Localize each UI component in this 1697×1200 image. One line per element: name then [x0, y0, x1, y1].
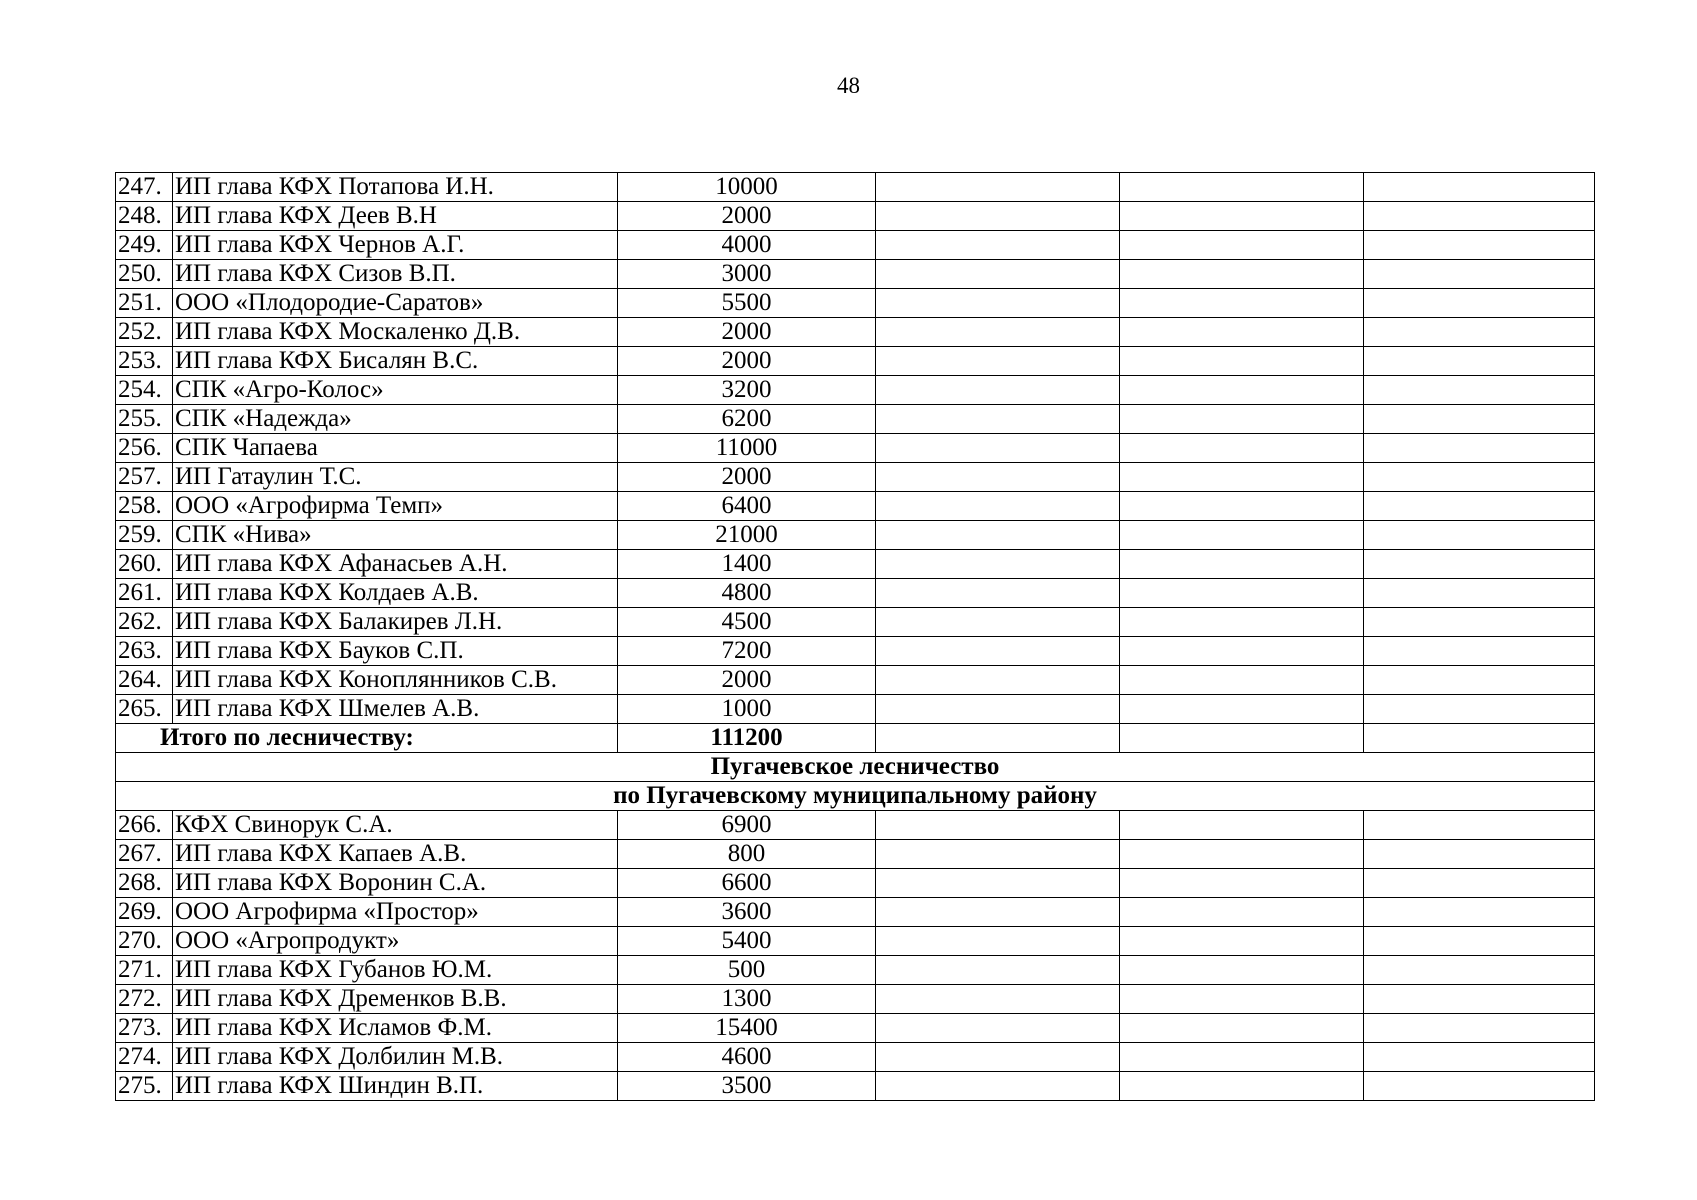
organization-name: ИП глава КФХ Шиндин В.П.	[173, 1072, 618, 1101]
area-value: 3200	[618, 376, 876, 405]
table-cell	[876, 492, 1120, 521]
row-number: 261.	[116, 579, 173, 608]
table-cell	[876, 608, 1120, 637]
table-cell	[1364, 434, 1595, 463]
table-cell	[1120, 231, 1364, 260]
area-value: 3600	[618, 898, 876, 927]
table-cell	[876, 550, 1120, 579]
row-number: 271.	[116, 956, 173, 985]
row-number: 268.	[116, 869, 173, 898]
row-number: 251.	[116, 289, 173, 318]
area-value: 3500	[618, 1072, 876, 1101]
table-row	[116, 637, 1595, 666]
table-cell	[876, 1014, 1120, 1043]
total-value: 111200	[618, 724, 876, 753]
table-cell	[1120, 1043, 1364, 1072]
section-heading-row	[116, 753, 1595, 782]
organization-name: ИП глава КФХ Дременков В.В.	[173, 985, 618, 1014]
organization-name: ИП глава КФХ Потапова И.Н.	[173, 173, 618, 202]
organization-name: ИП глава КФХ Бисалян В.С.	[173, 347, 618, 376]
organization-name: ИП глава КФХ Балакирев Л.Н.	[173, 608, 618, 637]
table-row	[116, 318, 1595, 347]
table-cell	[876, 695, 1120, 724]
area-value: 2000	[618, 347, 876, 376]
table-cell	[876, 579, 1120, 608]
table-cell	[1364, 666, 1595, 695]
table-cell	[1364, 985, 1595, 1014]
table-cell	[1120, 376, 1364, 405]
organization-name: СПК Чапаева	[173, 434, 618, 463]
table-cell	[1364, 1043, 1595, 1072]
area-value: 6400	[618, 492, 876, 521]
table-cell	[1364, 202, 1595, 231]
row-number: 266.	[116, 811, 173, 840]
table-row	[116, 260, 1595, 289]
row-number: 253.	[116, 347, 173, 376]
area-value: 2000	[618, 666, 876, 695]
table-cell	[1120, 666, 1364, 695]
area-value: 2000	[618, 463, 876, 492]
row-number: 272.	[116, 985, 173, 1014]
table-cell	[1364, 492, 1595, 521]
table-cell	[1364, 956, 1595, 985]
table-cell	[876, 1043, 1120, 1072]
area-value: 5500	[618, 289, 876, 318]
table-cell	[1120, 318, 1364, 347]
row-number: 256.	[116, 434, 173, 463]
area-value: 15400	[618, 1014, 876, 1043]
organization-name: ИП глава КФХ Шмелев А.В.	[173, 695, 618, 724]
table-row	[116, 898, 1595, 927]
organization-name: ИП глава КФХ Чернов А.Г.	[173, 231, 618, 260]
table-cell	[1364, 811, 1595, 840]
table-cell	[1120, 347, 1364, 376]
row-number: 260.	[116, 550, 173, 579]
table-cell	[1364, 724, 1595, 753]
table-cell	[876, 724, 1120, 753]
table-row	[116, 434, 1595, 463]
table-cell	[1364, 927, 1595, 956]
table-cell	[1120, 289, 1364, 318]
row-number: 254.	[116, 376, 173, 405]
area-value: 2000	[618, 202, 876, 231]
area-value: 1400	[618, 550, 876, 579]
table-total	[116, 724, 1595, 811]
table-group-a	[116, 173, 1595, 724]
area-value: 6600	[618, 869, 876, 898]
table-cell	[1364, 898, 1595, 927]
table-cell	[876, 376, 1120, 405]
row-number: 248.	[116, 202, 173, 231]
area-value: 10000	[618, 173, 876, 202]
table-cell	[1120, 956, 1364, 985]
table-cell	[876, 260, 1120, 289]
table-cell	[1120, 724, 1364, 753]
organization-name: ООО «Агрофирма Темп»	[173, 492, 618, 521]
organization-name: ИП глава КФХ Губанов Ю.М.	[173, 956, 618, 985]
table-row	[116, 811, 1595, 840]
organization-name: СПК «Агро-Колос»	[173, 376, 618, 405]
table-cell	[1120, 434, 1364, 463]
table-cell	[1120, 405, 1364, 434]
section-subheading-row	[116, 782, 1595, 811]
table-cell	[1120, 260, 1364, 289]
organization-name: ИП глава КФХ Капаев А.В.	[173, 840, 618, 869]
table-cell	[1120, 173, 1364, 202]
organization-name: ИП глава КФХ Воронин С.А.	[173, 869, 618, 898]
table-row	[116, 608, 1595, 637]
organization-name: ИП глава КФХ Коноплянников С.В.	[173, 666, 618, 695]
table-cell	[1120, 550, 1364, 579]
row-number: 264.	[116, 666, 173, 695]
area-value: 4800	[618, 579, 876, 608]
organization-name: ИП глава КФХ Долбилин М.В.	[173, 1043, 618, 1072]
table-row	[116, 927, 1595, 956]
table-cell	[1364, 405, 1595, 434]
table-cell	[1120, 521, 1364, 550]
area-value: 4000	[618, 231, 876, 260]
table-row	[116, 405, 1595, 434]
table-cell	[876, 202, 1120, 231]
table-row	[116, 289, 1595, 318]
allocation-table	[115, 172, 1595, 1101]
table-cell	[1120, 463, 1364, 492]
organization-name: ООО «Агропродукт»	[173, 927, 618, 956]
table-row	[116, 376, 1595, 405]
table-cell	[1120, 869, 1364, 898]
row-number: 247.	[116, 173, 173, 202]
table-cell	[1364, 550, 1595, 579]
row-number: 270.	[116, 927, 173, 956]
table-row	[116, 550, 1595, 579]
table-cell	[1364, 695, 1595, 724]
area-value: 4600	[618, 1043, 876, 1072]
organization-name: СПК «Надежда»	[173, 405, 618, 434]
area-value: 5400	[618, 927, 876, 956]
table-cell	[1364, 173, 1595, 202]
table-cell	[876, 434, 1120, 463]
organization-name: КФХ Свинорук С.А.	[173, 811, 618, 840]
row-number: 263.	[116, 637, 173, 666]
table-cell	[1364, 231, 1595, 260]
table-group-b	[116, 811, 1595, 1101]
table-row	[116, 666, 1595, 695]
table-row	[116, 1043, 1595, 1072]
section-heading-district: по Пугачевскому муниципальному району	[116, 782, 1595, 811]
table-cell	[876, 811, 1120, 840]
section-heading-forestry: Пугачевское лесничество	[116, 753, 1595, 782]
table-row	[116, 492, 1595, 521]
table-cell	[876, 463, 1120, 492]
table-cell	[876, 840, 1120, 869]
row-number: 258.	[116, 492, 173, 521]
table-cell	[876, 956, 1120, 985]
row-number: 257.	[116, 463, 173, 492]
row-number: 249.	[116, 231, 173, 260]
table-cell	[1364, 318, 1595, 347]
row-number: 252.	[116, 318, 173, 347]
organization-name: ООО Агрофирма «Простор»	[173, 898, 618, 927]
table-cell	[876, 347, 1120, 376]
organization-name: ИП глава КФХ Бауков С.П.	[173, 637, 618, 666]
table-row	[116, 231, 1595, 260]
table-cell	[1120, 927, 1364, 956]
total-label: Итого по лесничеству:	[116, 724, 618, 753]
page-number: 48	[837, 73, 860, 98]
organization-name: ИП глава КФХ Москаленко Д.В.	[173, 318, 618, 347]
table-row	[116, 579, 1595, 608]
table-cell	[1120, 811, 1364, 840]
table-cell	[876, 289, 1120, 318]
organization-name: СПК «Нива»	[173, 521, 618, 550]
organization-name: ИП глава КФХ Афанасьев А.Н.	[173, 550, 618, 579]
table-cell	[1364, 608, 1595, 637]
table-row	[116, 173, 1595, 202]
table-cell	[876, 173, 1120, 202]
table-cell	[1120, 985, 1364, 1014]
table-cell	[1364, 637, 1595, 666]
area-value: 3000	[618, 260, 876, 289]
organization-name: ИП глава КФХ Колдаев А.В.	[173, 579, 618, 608]
table-row	[116, 985, 1595, 1014]
table-cell	[1364, 521, 1595, 550]
area-value: 6900	[618, 811, 876, 840]
table-cell	[1120, 202, 1364, 231]
table-cell	[1364, 260, 1595, 289]
area-value: 4500	[618, 608, 876, 637]
area-value: 11000	[618, 434, 876, 463]
row-number: 259.	[116, 521, 173, 550]
area-value: 500	[618, 956, 876, 985]
table-cell	[1364, 289, 1595, 318]
table-cell	[876, 927, 1120, 956]
table-cell	[1364, 376, 1595, 405]
table-row	[116, 1072, 1595, 1101]
table-cell	[876, 985, 1120, 1014]
table-row	[116, 1014, 1595, 1043]
area-value: 800	[618, 840, 876, 869]
row-number: 250.	[116, 260, 173, 289]
row-number: 274.	[116, 1043, 173, 1072]
table-cell	[1364, 840, 1595, 869]
row-number: 275.	[116, 1072, 173, 1101]
row-number: 273.	[116, 1014, 173, 1043]
table-cell	[1120, 608, 1364, 637]
table-cell	[1120, 492, 1364, 521]
table-row	[116, 695, 1595, 724]
table-cell	[876, 318, 1120, 347]
row-number: 267.	[116, 840, 173, 869]
table-cell	[1364, 347, 1595, 376]
table-row	[116, 463, 1595, 492]
table-cell	[1364, 1072, 1595, 1101]
area-value: 6200	[618, 405, 876, 434]
table-cell	[876, 231, 1120, 260]
table-row	[116, 521, 1595, 550]
table-row	[116, 347, 1595, 376]
area-value: 7200	[618, 637, 876, 666]
table-cell	[1120, 637, 1364, 666]
table-cell	[1120, 1014, 1364, 1043]
row-number: 262.	[116, 608, 173, 637]
table-cell	[1364, 1014, 1595, 1043]
table-cell	[1120, 695, 1364, 724]
table-cell	[876, 637, 1120, 666]
table-cell	[876, 521, 1120, 550]
table-cell	[1120, 1072, 1364, 1101]
table-cell	[876, 1072, 1120, 1101]
organization-name: ИП глава КФХ Деев В.Н	[173, 202, 618, 231]
area-value: 1300	[618, 985, 876, 1014]
organization-name: ИП глава КФХ Исламов Ф.М.	[173, 1014, 618, 1043]
organization-name: ИП Гатаулин Т.С.	[173, 463, 618, 492]
area-value: 2000	[618, 318, 876, 347]
table-cell	[1120, 840, 1364, 869]
row-number: 265.	[116, 695, 173, 724]
table-cell	[1364, 869, 1595, 898]
table-row	[116, 869, 1595, 898]
table-cell	[876, 898, 1120, 927]
table-cell	[876, 666, 1120, 695]
table-cell	[1120, 579, 1364, 608]
table-cell	[1364, 579, 1595, 608]
row-number: 269.	[116, 898, 173, 927]
table-row	[116, 202, 1595, 231]
table-row	[116, 840, 1595, 869]
table-row	[116, 956, 1595, 985]
organization-name: ООО «Плодородие-Саратов»	[173, 289, 618, 318]
table-cell	[876, 405, 1120, 434]
table-cell	[1120, 898, 1364, 927]
table-cell	[876, 869, 1120, 898]
area-value: 21000	[618, 521, 876, 550]
total-row	[116, 724, 1595, 753]
area-value: 1000	[618, 695, 876, 724]
organization-name: ИП глава КФХ Сизов В.П.	[173, 260, 618, 289]
table-cell	[1364, 463, 1595, 492]
row-number: 255.	[116, 405, 173, 434]
